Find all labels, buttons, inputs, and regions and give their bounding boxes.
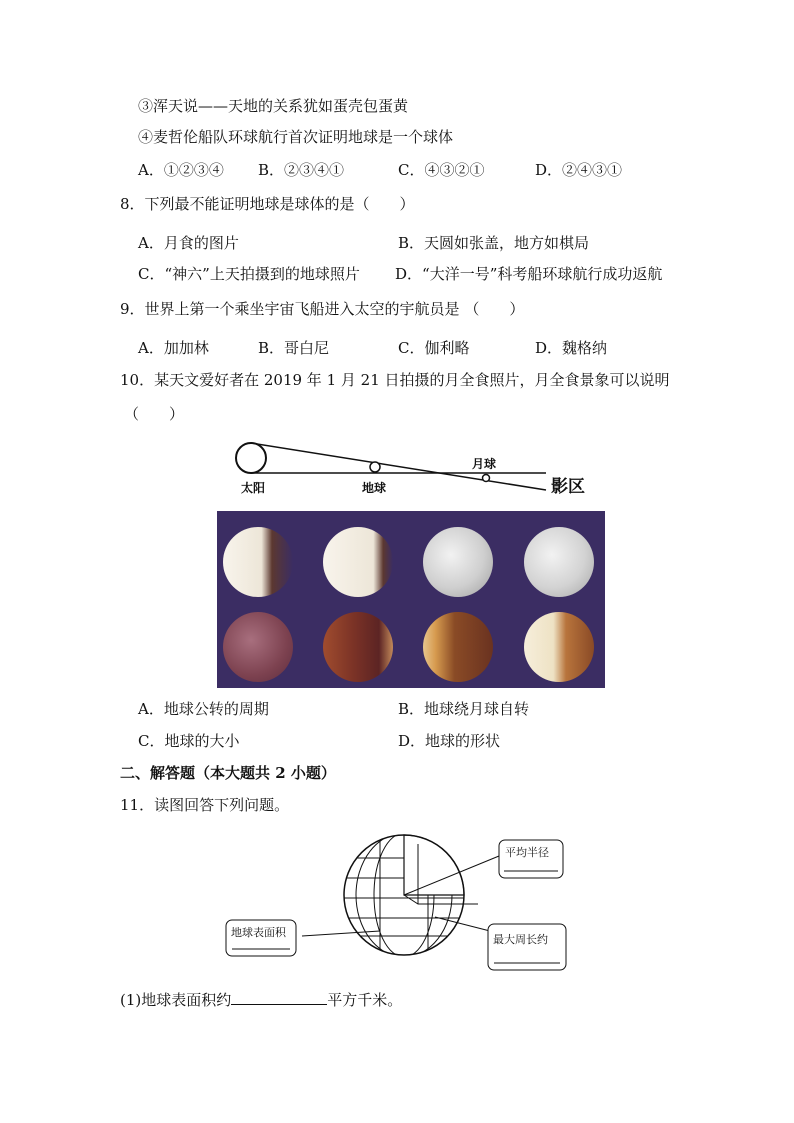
q10-option-d: D．地球的形状 — [398, 732, 501, 750]
moon-phase-6 — [323, 612, 393, 682]
moon-label: 月球 — [472, 457, 497, 471]
earth-label: 地球 — [362, 481, 387, 495]
sun-label: 太阳 — [241, 481, 266, 495]
globe-cutaway — [404, 835, 464, 895]
ray-upper — [251, 443, 546, 490]
moon-shape — [483, 475, 490, 482]
q7-option-d: D．②④③① — [535, 161, 623, 179]
moon-phase-2 — [323, 527, 393, 597]
mean-radius-label: 平均半径 — [505, 846, 549, 859]
q8-stem: 8．下列最不能证明地球是球体的是（ ） — [120, 195, 415, 213]
q10-option-b: B．地球绕月球自转 — [398, 700, 530, 718]
q7-item-3: ③浑天说——天地的关系犹如蛋壳包蛋黄 — [138, 97, 409, 115]
q9-stem: 9．世界上第一个乘坐宇宙飞船进入太空的宇航员是 （ ） — [120, 300, 525, 318]
q10-option-a: A．地球公转的周期 — [138, 700, 269, 718]
q7-item-4: ④麦哲伦船队环球航行首次证明地球是一个球体 — [138, 128, 454, 146]
moon-phase-4 — [524, 527, 594, 597]
circumference-pointer — [435, 917, 490, 931]
q11-sub1-suffix: 平方千米。 — [327, 991, 403, 1009]
q8-option-d: D．“大洋一号”科考船环球航行成功返航 — [395, 265, 663, 283]
earth-shape — [370, 462, 380, 472]
q9-option-a: A．加加林 — [138, 339, 209, 357]
shadow-label: 影区 — [551, 477, 585, 497]
surface-area-label: 地球表面积 — [231, 926, 286, 939]
q9-option-b: B．哥白尼 — [258, 339, 330, 357]
answer-blank[interactable] — [231, 990, 327, 1005]
moon-phase-1 — [223, 527, 293, 597]
q11-stem: 11．读图回答下列问题。 — [120, 796, 290, 814]
q10-stem-line2: （ ） — [124, 405, 185, 423]
moon-phase-5 — [223, 612, 293, 682]
q9-option-c: C．伽利略 — [398, 339, 470, 357]
moon-phase-3 — [423, 527, 493, 597]
lunar-eclipse-photo — [217, 511, 605, 688]
q7-option-a: A．①②③④ — [138, 161, 224, 179]
q7-option-b: B．②③④① — [258, 161, 345, 179]
sun-earth-moon-diagram — [228, 436, 590, 500]
section-heading: 二、解答题（本大题共 2 小题） — [120, 764, 336, 782]
q10-stem-line1: 10．某天文爱好者在 2019 年 1 月 21 日拍摄的月全食照片，月全食景象可以说明 — [120, 371, 670, 389]
q11-sub1 — [120, 990, 402, 1010]
sun-shape — [236, 443, 266, 473]
moon-phase-8 — [524, 612, 594, 682]
surface-pointer — [302, 931, 380, 936]
q8-option-a: A．月食的图片 — [138, 234, 239, 252]
q9-option-d: D．魏格纳 — [535, 339, 608, 357]
q8-option-c: C．“神六”上天拍摄到的地球照片 — [138, 265, 360, 283]
q11-sub1-prefix: (1)地球表面积约 — [120, 991, 232, 1009]
q7-option-c: C．④③②① — [398, 161, 485, 179]
q8-option-b: B．天圆如张盖，地方如棋局 — [398, 234, 590, 252]
max-circumference-label: 最大周长约 — [493, 933, 548, 946]
moon-phase-7 — [423, 612, 493, 682]
q10-option-c: C．地球的大小 — [138, 732, 240, 750]
earth-globe-diagram — [220, 828, 590, 978]
